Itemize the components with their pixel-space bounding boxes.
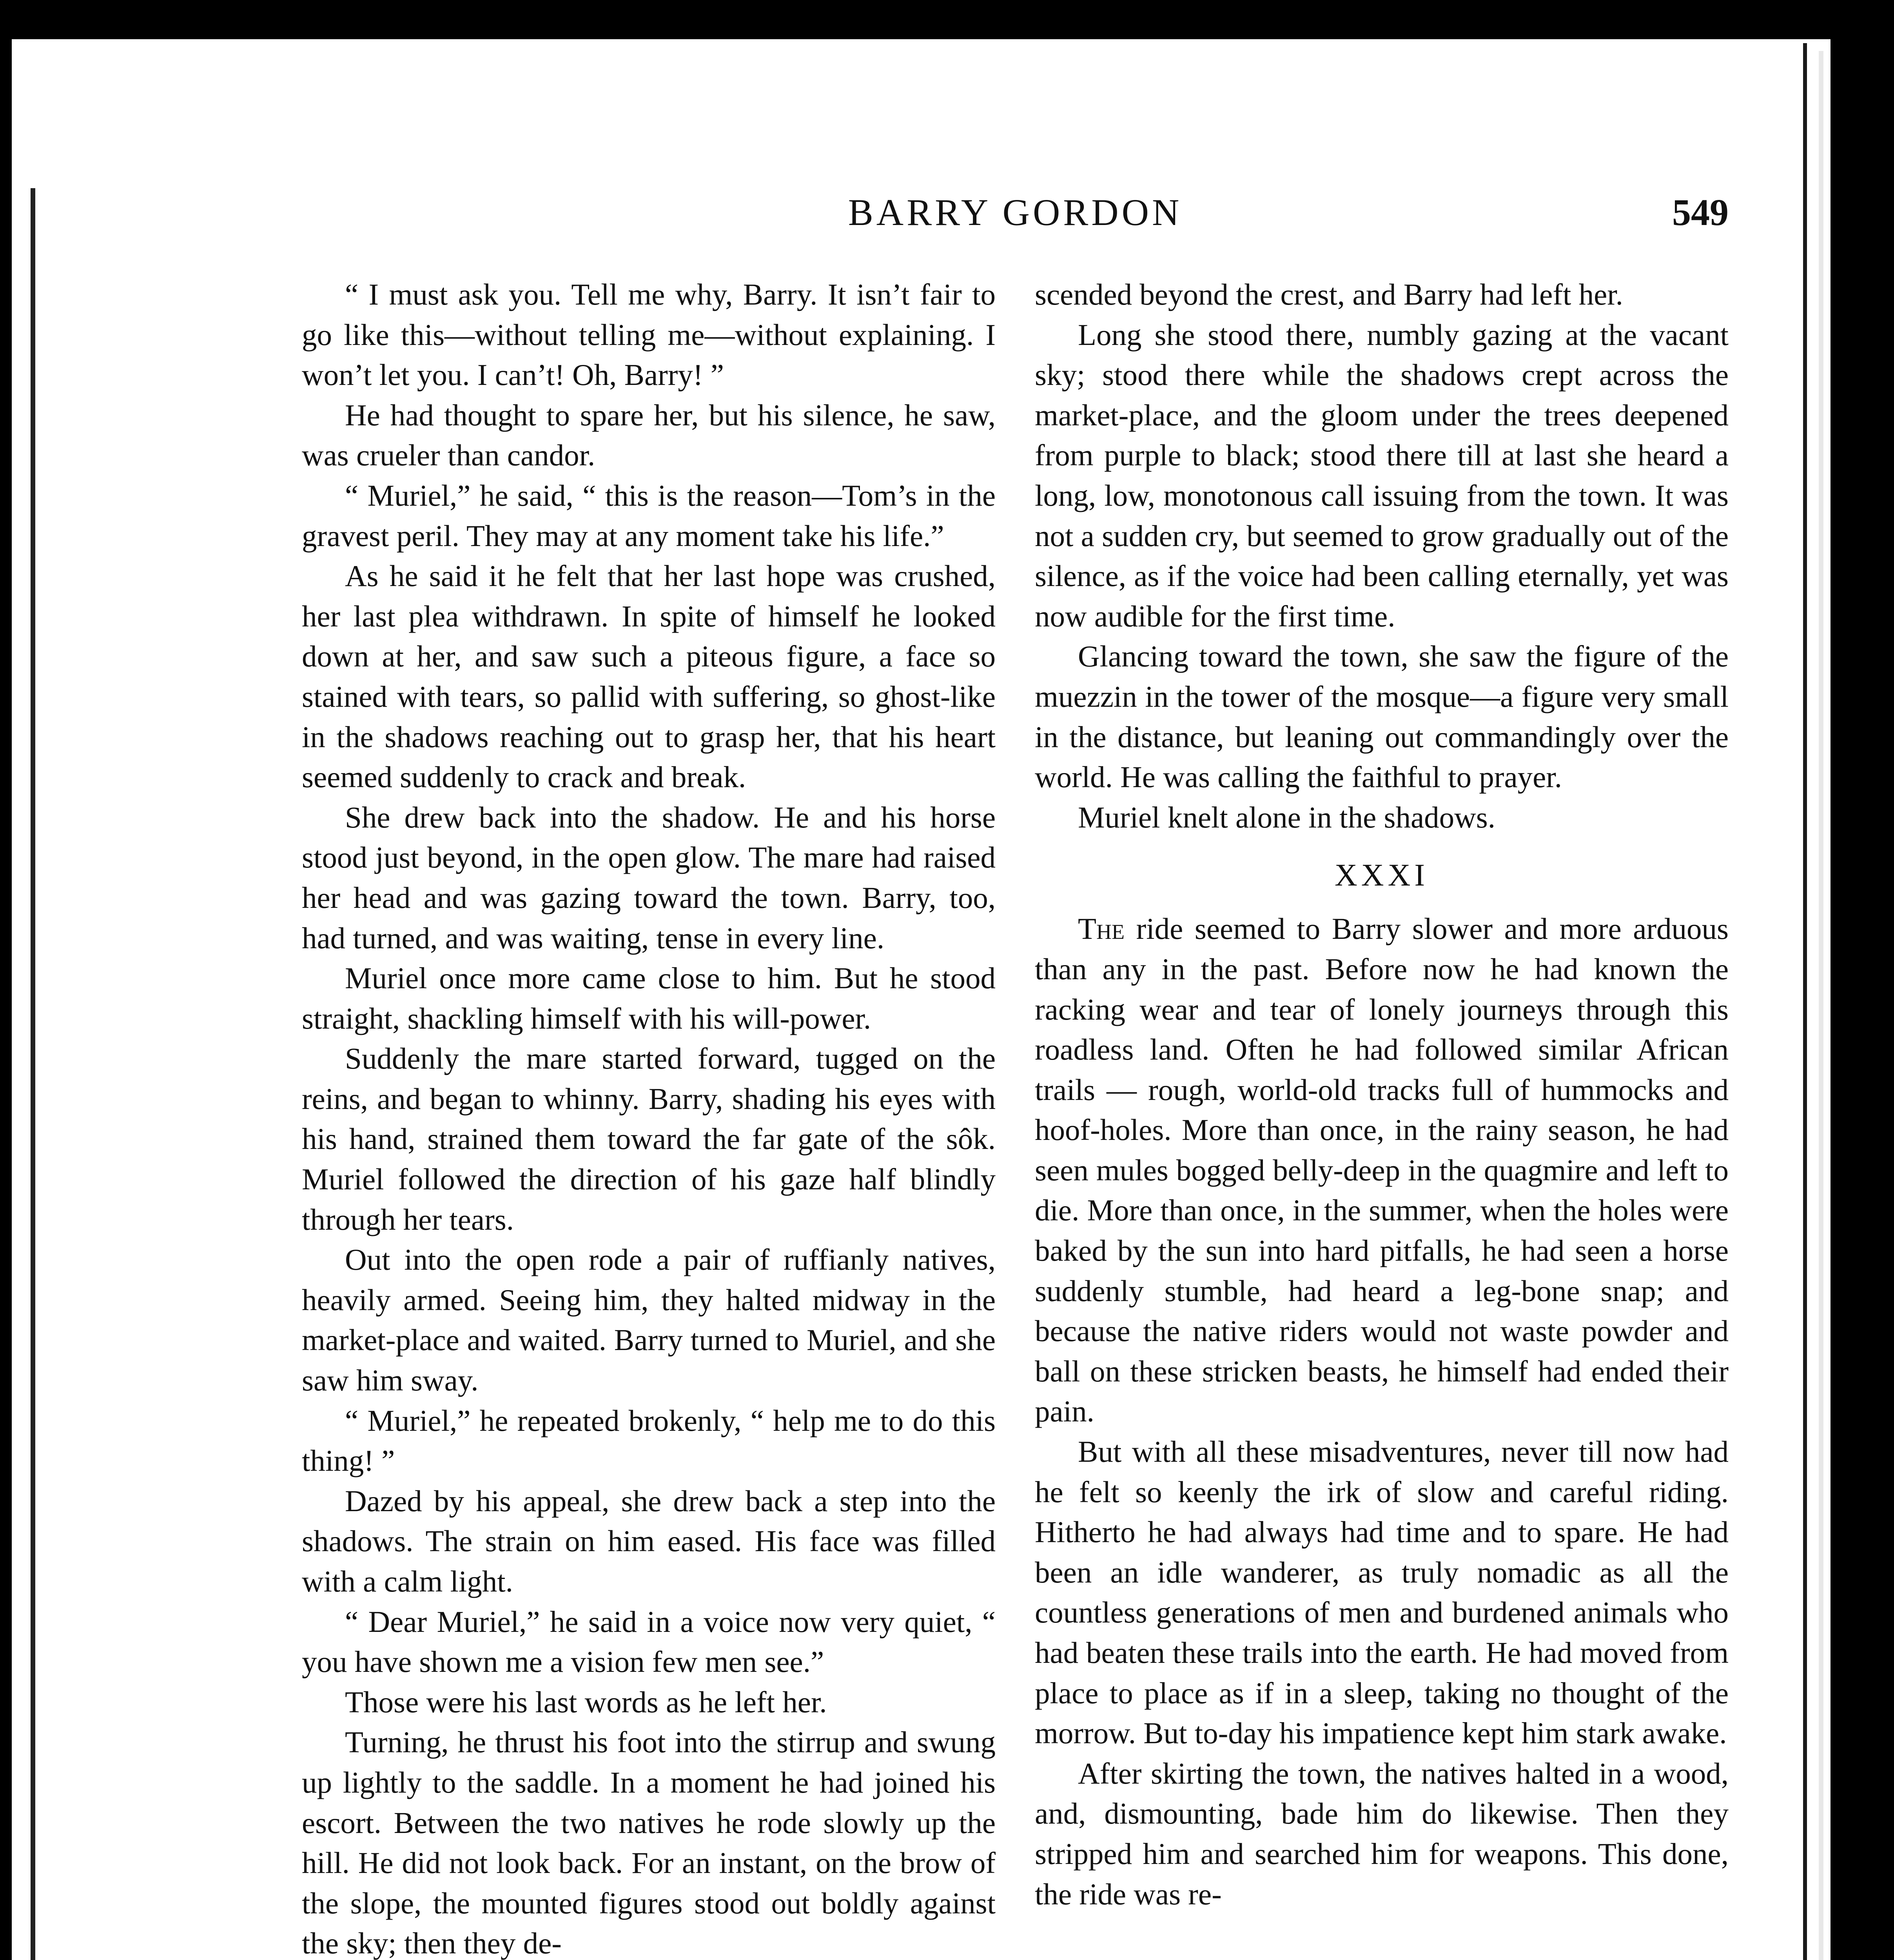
paragraph: Suddenly the mare started forward, tugged on the reins, and began to whinny. Barry, shading his eyes with his hand, strained them toward the far gate of the sôk. Muriel followed the direction of his gaze half blindly through her tears. (302, 1042, 996, 1236)
paragraph: Dazed by his appeal, she drew back a step into the shadows. The strain on him eased. His face was filled with a calm light. (302, 1484, 996, 1598)
paragraph: Out into the open rode a pair of ruffianly natives, heavily armed. Seeing him, they halted midway in the market-place and waited. Barry turned to Muriel, and she saw him sway. (302, 1243, 996, 1397)
chapter-opening-paragraph (1035, 909, 1729, 1432)
paragraph: But with all these misadventures, never till now had he felt so keenly the irk of slow and careful riding. Hitherto he had always had time and to spare. He had been an idle wanderer, as truly nomadic as all the countless generations of men and burdened animals who had beaten these trails into the earth. He had moved from place to place as if in a sleep, taking no thought of the morrow. But to-day his impatience kept him stark awake. (1035, 1435, 1729, 1750)
page-edge (1819, 51, 1823, 1960)
paragraph-continuation: scended beyond the crest, and Barry had left her. (1035, 278, 1623, 311)
chapter-first-text: ride seemed to Barry slower and more arduous than any in the past. Before now he had known the racking wear and tear of lonely journeys through this roadless land. Often he had followed similar African trails — rough, world-old tracks full of hummocks and hoof-holes. More than once, in the rainy season, he had seen mules bogged belly-deep in the quagmire and left to die. More than once, in the summer, when the holes were baked by the sun into hard pitfalls, he had seen a horse suddenly stumble, had heard a leg-bone snap; and because the native riders would not waste powder and ball on these stricken beasts, he himself had ended their pain. (1035, 912, 1729, 1428)
paragraph: Turning, he thrust his foot into the stirrup and swung up lightly to the saddle. In a moment he had joined his escort. Between the two natives he rode slowly up the hill. He did not look back. For an instant, on the brow of the slope, the mounted figures stood out boldly against the sky; then they de- (302, 1725, 996, 1960)
paragraph: “ Muriel,” he said, “ this is the reason—Tom’s in the gravest peril. They may at any moment take his life.” (302, 478, 996, 553)
page-number: 549 (1672, 191, 1729, 233)
paragraph: Long she stood there, numbly gazing at the vacant sky; stood there while the shadows crept across the market-place, and the gloom under the trees deepened from purple to black; stood there till at last she heard a long, low, monotonous call issuing from the town. It was not a sudden cry, but seemed to grow gradually out of the silence, as if the voice had been calling eternally, yet was now audible for the first time. (1035, 318, 1729, 633)
right-column (1035, 274, 1729, 1914)
paragraph: “ Muriel,” he repeated brokenly, “ help me to do this thing! ” (302, 1403, 996, 1478)
binding-edge (31, 188, 35, 1960)
paragraph: She drew back into the shadow. He and his horse stood just beyond, in the open glow. The mare had raised her head and was gazing toward the town. Barry, too, had turned, and was waiting, tense in every line. (302, 800, 996, 955)
running-title: BARRY GORDON (848, 191, 1183, 233)
page-edge-shadow (1803, 43, 1807, 1960)
paragraph: He had thought to spare her, but his silence, he saw, was crueler than candor. (302, 398, 996, 472)
paragraph: “ Dear Muriel,” he said in a voice now very quiet, “ you have shown me a vision few men see.” (302, 1604, 996, 1679)
paragraph: Those were his last words as he left her. (345, 1685, 827, 1719)
chapter-first-word: The (1078, 912, 1125, 946)
left-column (302, 274, 996, 1960)
paragraph: Glancing toward the town, she saw the figure of the muezzin in the tower of the mosque—a figure very small in the distance, but leaning out commandingly over the world. He was calling the faithful to prayer. (1035, 639, 1729, 794)
paragraph: Muriel once more came close to him. But he stood straight, shackling himself with his will-power. (302, 961, 996, 1035)
paragraph: “ I must ask you. Tell me why, Barry. It isn’t fair to go like this—without telling me—without explaining. I won’t let you. I can’t! Oh, Barry! ” (302, 278, 996, 392)
chapter-heading: XXXI (1335, 858, 1429, 893)
page-header (302, 185, 1729, 240)
paragraph: After skirting the town, the natives halted in a wood, and, dismounting, bade him do likewise. Then they stripped him and searched him for weapons. This done, the ride was re- (1035, 1756, 1729, 1911)
paragraph: As he said it he felt that her last hope was crushed, her last plea withdrawn. In spite of himself he looked down at her, and saw such a piteous figure, a face so stained with tears, so pallid with suffering, so ghost-like in the shadows reaching out to grasp her, that his heart seemed suddenly to crack and break. (302, 559, 996, 794)
paragraph: Muriel knelt alone in the shadows. (1078, 800, 1495, 834)
